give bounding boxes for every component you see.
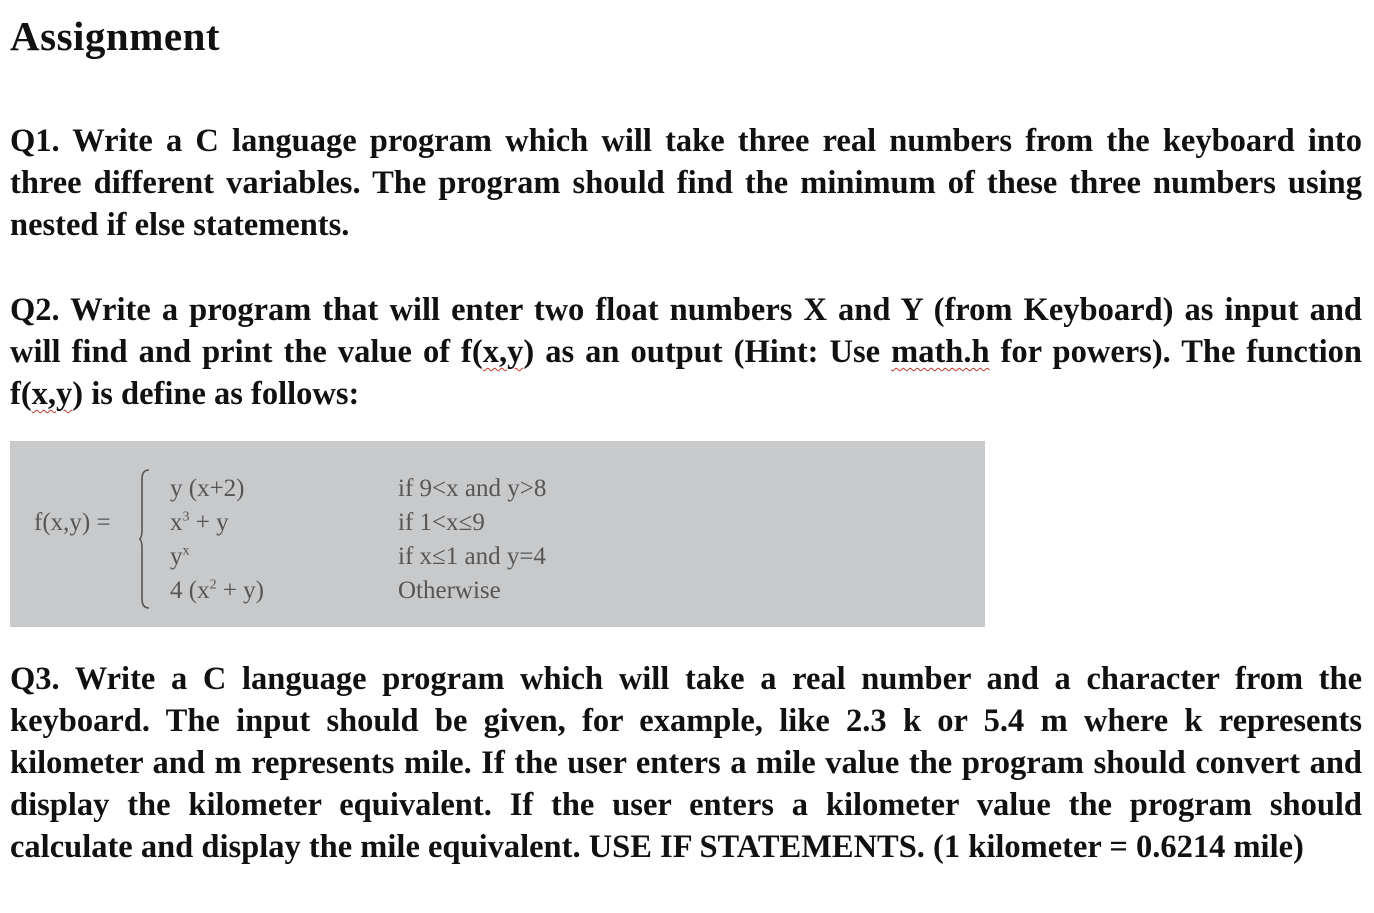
question-2-text-d: ) is define as follows: (72, 376, 360, 412)
question-2 (10, 289, 1362, 415)
formula-lhs: f(x,y) = (34, 509, 111, 536)
case-2-condition: if 1<x≤9 (398, 509, 485, 536)
case-4-expression: 4 $(x^2 + y)$ (170, 577, 265, 604)
page-title: Assignment (10, 13, 221, 59)
case-4-condition: Otherwise (398, 577, 501, 604)
case-3-condition: if x≤1 and y=4 (398, 543, 546, 570)
case-1-expression: y (x+2) (170, 475, 245, 502)
question-2-text-a: Q2. Write a program that will enter two float numbers X and Y (from Keyboard) as input and will find and print the value of f( (10, 292, 1362, 370)
question-2-text-b: ) as an output (Hint: Use (523, 334, 892, 370)
question-2-text-c: for powers). The function f( (10, 334, 1363, 412)
spellcheck-xy-1: x,y (482, 334, 524, 370)
case-3-expression: $y^x$ (170, 543, 190, 570)
question-3: Q3. Write a C language program which will take a real number and a character from the keyboard. The input should be given, for example, like 2.3 k or 5.4 m where k represents kilometer and m represents mile. If the user enters a mile value the program should convert and display the kilometer equivalent. If the user enters a kilometer value the program should calculate and display the mile equivalent. USE IF STATEMENTS. (1 kilometer = 0.6214 mile) (10, 661, 1362, 865)
case-1-condition: if 9<x and y>8 (398, 475, 547, 502)
piecewise-formula-image (10, 441, 985, 627)
left-brace-icon (138, 469, 150, 609)
spellcheck-xy-2: x,y (31, 376, 73, 412)
spellcheck-mathh: math.h (891, 334, 990, 370)
case-2-expression: $x^3 + y$ (170, 509, 229, 536)
question-1: Q1. Write a C language program which will take three real numbers from the keyboard into three different variables. The program should find the minimum of these three numbers using nested if else statements. (10, 123, 1362, 243)
